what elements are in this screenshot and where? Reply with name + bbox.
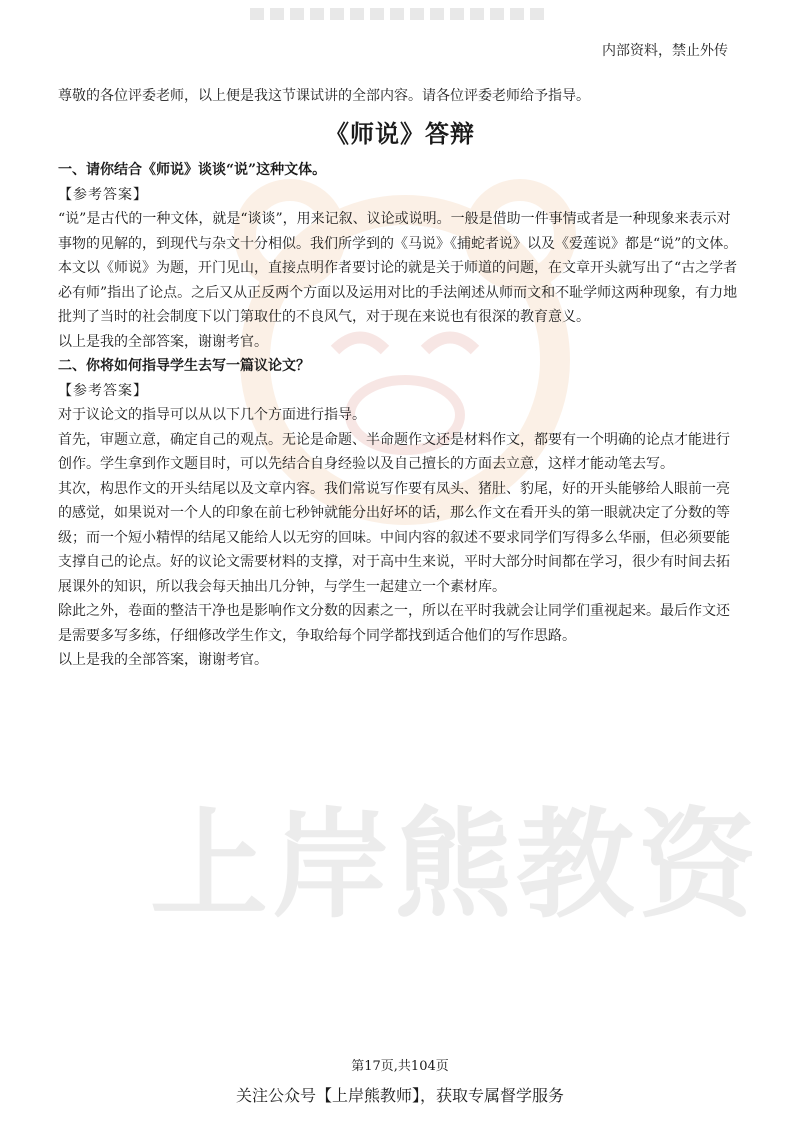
question-1: 一、请你结合《师说》谈谈“说”这种文体。	[58, 162, 327, 178]
footer-call-to-action: 关注公众号【上岸熊教师】，获取专属督学服务	[235, 1086, 564, 1105]
brand-watermark: 上岸熊教资	[150, 796, 761, 934]
intro-text: 尊敬的各位评委老师，以上便是我这节课试讲的全部内容。请各位评委老师给予指导。	[58, 88, 590, 104]
reference-answer-label-2: 【参考答案】	[58, 382, 148, 399]
page-title: 《师说》答辩	[325, 119, 475, 148]
reference-answer-label-1: 【参考答案】	[58, 186, 148, 203]
answer-1-paragraph-1: “说”是古代的一种文体，就是“谈谈”，用来记叙、议论或说明。一般是借助一件事情或者是一种现象来表示对事物的见解的，到现代与杂文十分相似。我们所学到的《马说》《捕蛇者说》以及《爱莲说》都是“说”的文体。	[58, 211, 738, 252]
answer-2-paragraph-1: 对于议论文的指导可以从以下几个方面进行指导。	[58, 407, 366, 423]
top-faded-header	[250, 8, 550, 20]
page-number: 第17页,共104页	[351, 1059, 449, 1074]
answer-content	[58, 158, 742, 673]
answer-1-paragraph-2: 本文以《师说》为题，开门见山，直接点明作者要讨论的就是关于师道的问题，在文章开头就写出了“古之学者必有师”指出了论点。之后又从正反两个方面以及运用对比的手法阐述从师而文和不耻学师这两种现象，有力地批判了当时的社会制度下以门第取仕的不良风气，对于现在来说也有很深的教育意义。	[58, 260, 738, 325]
answer-2-paragraph-3: 其次，构思作文的开头结尾以及文章内容。我们常说写作要有凤头、猪肚、豹尾，好的开头能够给人眼前一亮的感觉，如果说对一个人的印象在前七秒钟就能分出好坏的话，那么作文在看开头的第一眼就决定了分数的等级；而一个短小精悍的结尾又能给人以无穷的回味。中间内容的叙述不要求同学们写得多么华丽，但必须要能支撑自己的论点。好的议论文需要材料的支撑，对于高中生来说，平时大部分时间都在学习，很少有时间去拓展课外的知识，所以我会每天抽出几分钟，与学生一起建立一个素材库。	[58, 480, 730, 595]
answer-2-closing: 以上是我的全部答案，谢谢考官。	[58, 652, 268, 668]
confidential-note: 内部资料，禁止外传	[602, 43, 728, 59]
answer-2-paragraph-2: 首先，审题立意，确定自己的观点。无论是命题、半命题作文还是材料作文，都要有一个明确的论点才能进行创作。学生拿到作文题目时，可以先结合自身经验以及自己擅长的方面去立意，这样才能动笔去写。	[58, 431, 730, 472]
answer-2-paragraph-4: 除此之外，卷面的整洁干净也是影响作文分数的因素之一，所以在平时我就会让同学们重视起来。最后作文还是需要多写多练，仔细修改学生作文，争取给每个同学都找到适合他们的写作思路。	[58, 603, 730, 644]
question-2: 二、你将如何指导学生去写一篇议论文？	[58, 358, 310, 374]
answer-1-closing: 以上是我的全部答案，谢谢考官。	[58, 333, 268, 350]
